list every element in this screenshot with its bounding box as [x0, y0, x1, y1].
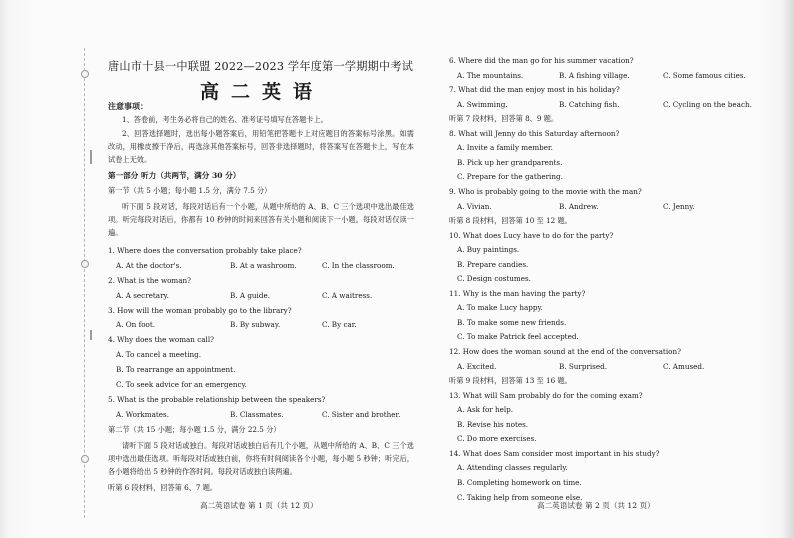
option: A. To make Lucy happy. — [457, 303, 543, 313]
option: B. Pick up her grandparents. — [457, 157, 563, 167]
binding-hole — [81, 260, 89, 268]
material-6-note: 听第 6 段材料，回答第 6、7 题。 — [108, 483, 218, 492]
question-4: 4. Why does the woman call? — [108, 335, 214, 344]
option-5b: B. Classmates. — [230, 410, 284, 419]
option-a: A. Excited. — [457, 361, 497, 371]
option: C. To make Patrick feel accepted. — [457, 332, 579, 342]
part-1-heading: 第一部分 听力（共两节，满分 30 分） — [108, 171, 241, 180]
question: 14. What does Sam consider most important in his study? — [449, 448, 660, 458]
question: 10. What does Lucy have to do for the party? — [449, 230, 614, 240]
question: 7. What did the man enjoy most in his holiday? — [449, 85, 620, 95]
question: 11. Why is the man having the party? — [449, 288, 586, 298]
option-a: A. The mountains. — [457, 70, 524, 80]
option: B. To make some new friends. — [457, 317, 567, 327]
page-2 — [449, 0, 754, 538]
question-1: 1. Where does the conversation probably take place? — [108, 246, 302, 255]
option-b: B. A fishing village. — [559, 70, 630, 80]
option: A. Attending classes regularly. — [457, 463, 568, 473]
section-2-heading: 第二节（共 15 小题；每小题 1.5 分，满分 22.5 分） — [108, 425, 281, 434]
page-2-footer: 高二英语试卷 第 2 页（共 12 页） — [537, 501, 655, 510]
scan-mark — [90, 150, 92, 164]
exam-title: 唐山市十县一中联盟 2022—2023 学年度第一学期期中考试 — [108, 60, 414, 73]
option-4a: A. To cancel a meeting. — [116, 350, 202, 359]
option-b: B. Andrew. — [559, 201, 599, 211]
question: 6. Where did the man go for his summer vacation? — [449, 56, 634, 65]
option-2c: C. A waitress. — [322, 291, 373, 300]
option: C. Do more exercises. — [457, 434, 537, 444]
page-1-footer: 高二英语试卷 第 1 页（共 12 页） — [200, 501, 318, 510]
notice-item-1: 1、答卷前，考生务必将自己的姓名、准考证号填写在答题卡上。 — [122, 115, 328, 124]
option: C. Taking help from someone else. — [457, 492, 583, 502]
binding-hole — [81, 455, 89, 463]
option-c: C. Cycling on the beach. — [663, 99, 752, 109]
option-2b: B. A guide. — [230, 291, 270, 300]
material-note: 听第 7 段材料，回答第 8、9 题。 — [449, 114, 559, 124]
section-1-heading: 第一节（共 5 小题；每小题 1.5 分，满分 7.5 分） — [108, 186, 272, 195]
question: 13. What will Sam probably do for the coming exam? — [449, 390, 643, 400]
option-3c: C. By car. — [322, 320, 357, 329]
page-1 — [108, 0, 416, 538]
option: A. Buy paintings. — [457, 245, 520, 255]
option-3a: A. On foot. — [116, 320, 156, 329]
option-c: C. Amused. — [663, 361, 705, 371]
option: C. Prepare for the gathering. — [457, 172, 563, 182]
section-2-instructions: 请听下面 5 段对话或独白。每段对话或独白后有几个小题，从题中所给的 A、B、C 三个选项中选出最佳选项。听每段对话或独白前，你将有时间阅读各个小题，每小题 5 秒钟；听完后，各小题将给出 5 秒钟的作答时间。每段对话或独白读两遍。 — [108, 441, 414, 476]
question: 9. Who is probably going to the movie with the man? — [449, 186, 642, 196]
option-b: B. Surprised. — [559, 361, 608, 371]
material-note: 听第 8 段材料，回答第 10 至 12 题。 — [449, 216, 572, 226]
question-2: 2. What is the woman? — [108, 276, 192, 285]
option-a: A. Swimming. — [457, 99, 508, 109]
binding-hole — [81, 70, 89, 78]
option-4b: B. To rearrange an appointment. — [116, 365, 236, 374]
option-5a: A. Workmates. — [116, 410, 169, 419]
question-3: 3. How will the woman probably go to the library? — [108, 306, 292, 315]
question: 12. How does the woman sound at the end of the conversation? — [449, 347, 681, 356]
option-4c: C. To seek advice for an emergency. — [116, 380, 247, 389]
option-1a: A. At the doctor's. — [116, 261, 182, 270]
option: B. Prepare candies. — [457, 259, 529, 269]
option-1b: B. At a washroom. — [230, 261, 297, 270]
option-1c: C. In the classroom. — [322, 261, 395, 270]
question: 8. What will Jenny do this Saturday afternoon? — [449, 128, 620, 138]
option-b: B. Catching fish. — [559, 99, 620, 109]
option-a: A. Vivian. — [457, 201, 492, 211]
option-5c: C. Sister and brother. — [322, 410, 401, 419]
section-1-instructions: 听下面 5 段对话，每段对话后有一个小题，从题中所给的 A、B、C 三个选项中选出最佳选项。听完每段对话后，你都有 10 秒钟的时间来回答有关小题和阅读下一小题。每段对话仅读一遍。 — [108, 202, 414, 237]
option: B. Revise his notes. — [457, 419, 529, 429]
option-2a: A. A secretary. — [116, 291, 169, 300]
scan-mark — [90, 330, 92, 340]
option-c: C. Some famous cities. — [663, 70, 746, 80]
subject-title: 高二英语 — [199, 81, 324, 103]
question-5: 5. What is the probable relationship between the speakers? — [108, 395, 326, 404]
notice-item-2: 2、回答选择题时，选出每小题答案后，用铅笔把答题卡上对应题目的答案标号涂黑。如需改动，用橡皮擦干净后，再选涂其他答案标号，回答非选择题时，将答案写在答题卡上，写在本试卷上无效。 — [108, 129, 414, 164]
option: C. Design costumes. — [457, 274, 531, 284]
page-edge-shadow — [782, 0, 794, 538]
notice-heading: 注意事项： — [108, 101, 148, 111]
option-3b: B. By subway. — [230, 320, 281, 329]
option-c: C. Jenny. — [663, 201, 695, 211]
binding-line — [84, 48, 93, 518]
material-note: 听第 9 段材料，回答第 13 至 16 题。 — [449, 376, 572, 386]
option: A. Invite a family member. — [457, 143, 553, 153]
option: B. Completing homework on time. — [457, 477, 582, 487]
option: A. Ask for help. — [457, 405, 514, 415]
